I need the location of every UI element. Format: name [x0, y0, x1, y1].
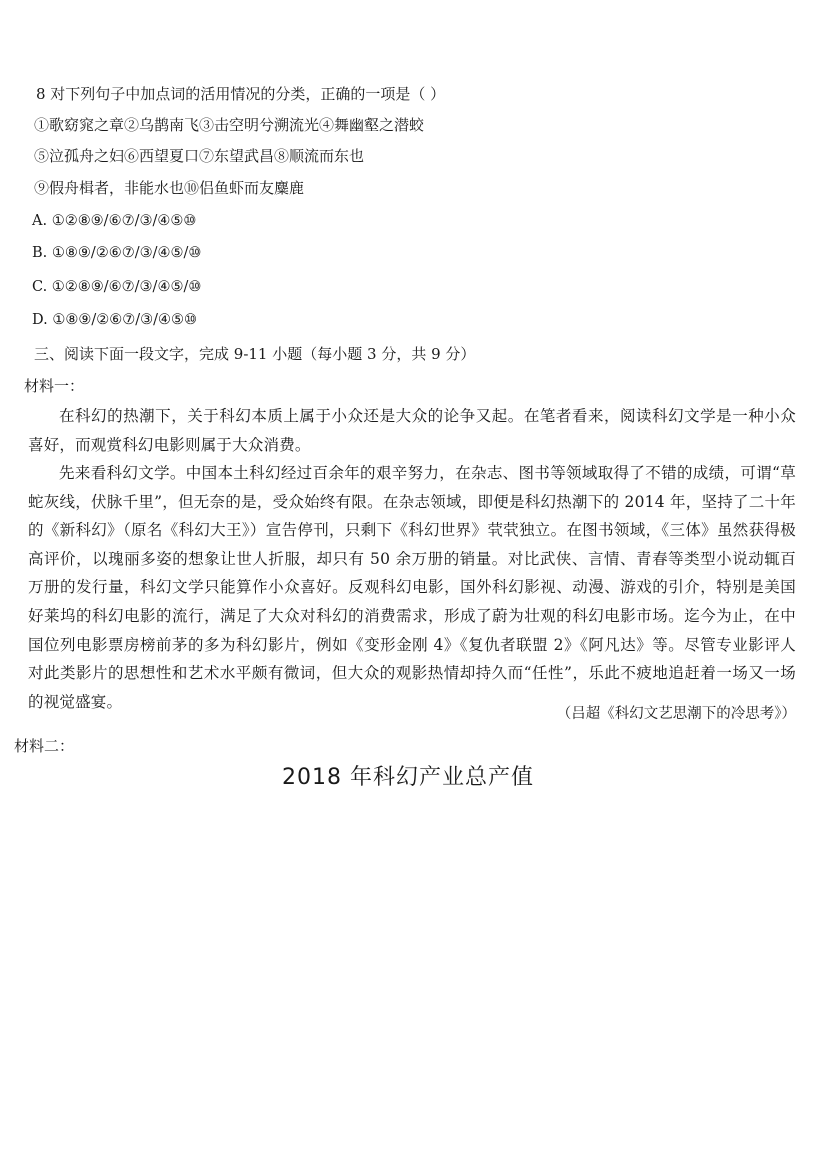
material-1-label: 材料一：: [24, 377, 85, 395]
question-8-sentences-line-1: ①歌窈窕之章②乌鹊南飞③击空明兮溯流光④舞幽壑之潜蛟: [34, 116, 425, 134]
material-1-paragraph-1: 在科幻的热潮下，关于科幻本质上属于小众还是大众的论争又起。在笔者看来，阅读科幻文学是一种小众喜好，而观赏科幻电影则属于大众消费。: [28, 407, 796, 454]
question-8-stem: 8 对下列句子中加点词的活用情况的分类，正确的一项是（ ）: [36, 85, 446, 103]
material-1-paragraph-2: 先来看科幻文学。中国本土科幻经过百余年的艰辛努力，在杂志、图书等领域取得了不错的成绩，可谓“草蛇灰线，伏脉千里”，但无奈的是，受众始终有限。在杂志领域，即便是科幻热潮下的 2014 年，坚持了二十年的《新科幻》（原名《科幻大王》）宣告停刊，只剩下《科幻世界》茕茕独立。在图书领域，《三体》虽然获得极高评价，以瑰丽多姿的想象让世人折服，却只有 50 余万册的销量。对比武侠、言情、青春等类型小说动辄百万册的发行量，科幻文学只能算作小众喜好。反观科幻电影，国外科幻影视、动漫、游戏的引介，特别是美国好莱坞的科幻电影的流行，满足了大众对科幻的消费需求，形成了蔚为壮观的科幻电影市场。迄今为止，在中国位列电影票房榜前茅的多为科幻影片，例如《变形金刚 4》《复仇者联盟 2》《阿凡达》等。尽管专业影评人对此类影片的思想性和艺术水平颇有微词，但大众的观影热情却持久而“任性”，乐此不疲地追赶着一场又一场的视觉盛宴。: [28, 464, 796, 711]
citation-source: （吕超《科幻文艺思潮下的冷思考》）: [556, 706, 796, 722]
option-a: A. ①②⑧⑨/⑥⑦/③/④⑤⑩: [32, 213, 197, 229]
option-c: C. ①②⑧⑨/⑥⑦/③/④⑤/⑩: [32, 279, 202, 295]
chart-title: 2018 年科幻产业总产值: [282, 765, 534, 790]
question-8-sentences-line-3: ⑨假舟楫者，非能水也⑩侣鱼虾而友麋鹿: [34, 179, 305, 197]
material-2-label: 材料二：: [14, 737, 75, 755]
question-8-sentences-line-2: ⑤泣孤舟之妇⑥西望夏口⑦东望武昌⑧顺流而东也: [34, 147, 365, 165]
option-b: B. ①⑧⑨/②⑥⑦/③/④⑤/⑩: [32, 245, 202, 261]
blank-chart-area: [0, 800, 816, 1155]
option-d: D. ①⑧⑨/②⑥⑦/③/④⑤⑩: [32, 312, 197, 328]
section-3-heading: 三、阅读下面一段文字，完成 9-11 小题（每小题 3 分，共 9 分）: [34, 345, 476, 363]
